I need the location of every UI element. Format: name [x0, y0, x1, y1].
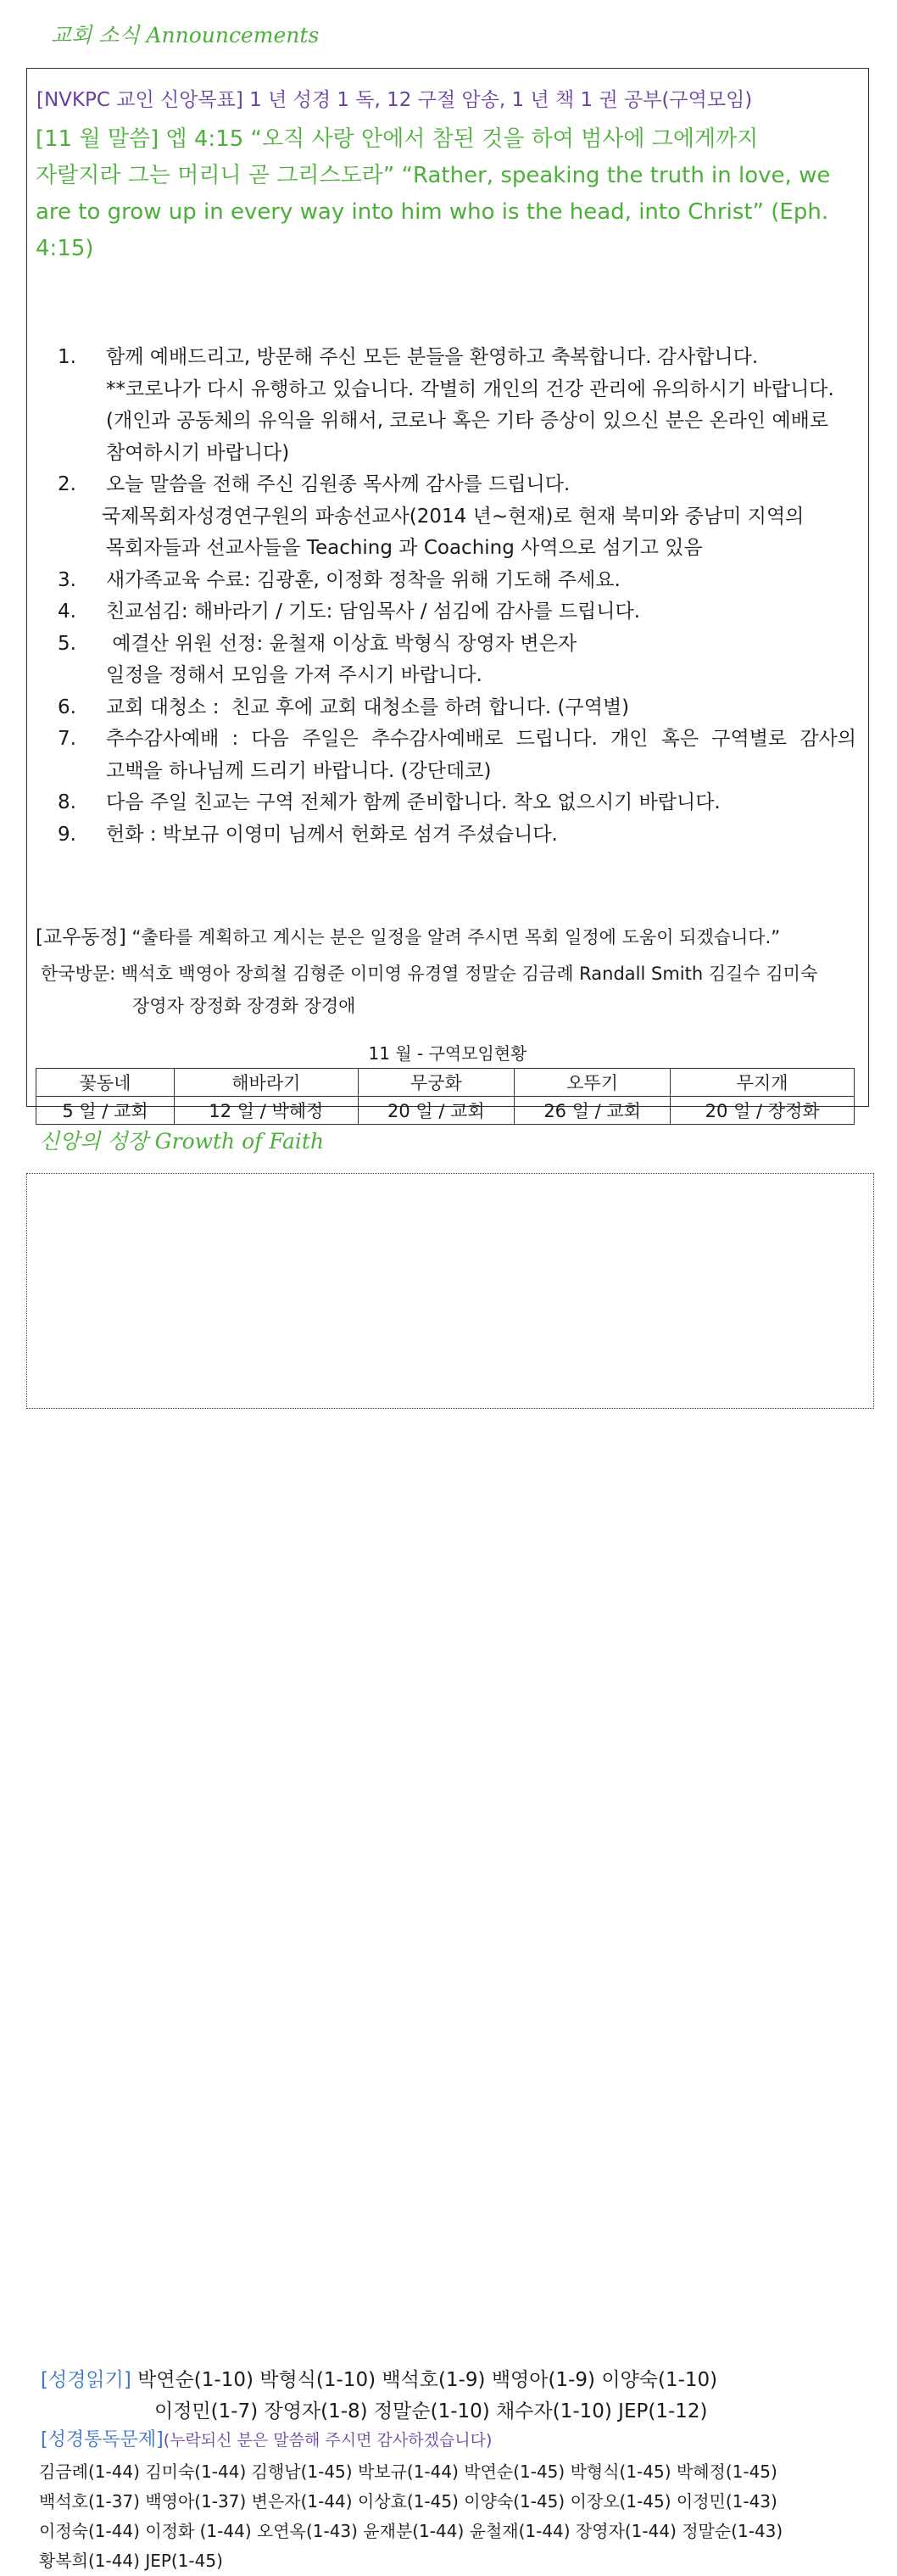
bible-reading-label: [성경읽기] — [41, 2369, 131, 2391]
member-news — [36, 921, 780, 949]
verse-line: [11 월 말씀] 엡 4:15 “오직 사랑 안에서 참된 것을 하여 범사에 그에게까지 — [36, 126, 759, 152]
group-name-cell: 해바라기 — [175, 1069, 359, 1097]
faith-goal-label: [NVKPC 교인 신앙목표] — [36, 89, 243, 111]
faith-goal — [36, 84, 752, 112]
item-line: 새가족교육 수료: 김광훈, 이정화 정착을 위해 기도해 주세요. — [106, 568, 621, 591]
group-name-cell: 오뚜기 — [515, 1069, 671, 1097]
item-line: (개인과 공동체의 유익을 위해서, 코로나 혹은 기타 증상이 있으신 분은 온라인 예배로 — [106, 410, 829, 432]
group-meeting-table — [36, 1068, 855, 1125]
announcement-item — [42, 629, 856, 692]
item-line: 헌화 : 박보규 이영미 님께서 헌화로 섬겨 주셨습니다. — [106, 823, 558, 846]
verse-line: 자랄지라 그는 머리니 곧 그리스도라” “Rather, speaking the truth in love, we — [36, 163, 831, 188]
group-schedule-cell: 20 일 / 교회 — [358, 1097, 514, 1125]
bible-quiz — [41, 2425, 492, 2451]
item-line: 목회자들과 선교사들을 Teaching 과 Coaching 사역으로 섬기고 있음 — [106, 537, 703, 559]
bible-quiz-note: (누락되신 분은 말씀해 주시면 감사하겠습니다) — [163, 2431, 493, 2450]
bible-reading-line: 박연순(1-10) 박형식(1-10) 백석호(1-9) 백영아(1-9) 이양숙(1-10) — [137, 2369, 718, 2391]
item-number: 1. — [58, 346, 76, 368]
bible-quiz-line: 김금례(1-44) 김미숙(1-44) 김행남(1-45) 박보규(1-44) 박연순(1-45) 박형식(1-45) 박혜정(1-45) — [39, 2461, 777, 2482]
item-line: 다음 주일 친교는 구역 전체가 함께 준비합니다. 착오 없으시기 바랍니다. — [106, 791, 721, 813]
group-schedule-cell: 12 일 / 박혜정 — [175, 1097, 359, 1125]
announcements-title: 교회 소식 Announcements — [51, 23, 320, 47]
group-schedule-cell: 26 일 / 교회 — [515, 1097, 671, 1125]
table-row — [36, 1069, 855, 1097]
announcements-box — [26, 68, 869, 1121]
group-name-cell: 무지개 — [671, 1069, 855, 1097]
growth-title: 신앙의 성장 Growth of Faith — [39, 1129, 325, 1154]
bible-quiz-line: 백석호(1-37) 백영아(1-37) 변은자(1-44) 이상효(1-45) 이양숙(1-45) 이장오(1-45) 이정민(1-43) — [39, 2491, 777, 2512]
item-line: 추수감사예배 : 다음 주일은 추수감사예배로 드립니다. 개인 혹은 구역별로 감사의 — [106, 728, 856, 750]
announcement-list — [42, 342, 856, 851]
item-line: 일정을 정해서 모임을 가져 주시기 바랍니다. — [106, 664, 482, 686]
item-line: 참여하시기 바랍니다) — [106, 441, 290, 464]
announcement-item — [42, 565, 856, 597]
announcement-item — [42, 787, 856, 819]
item-line: 예결산 위원 선정: 윤철재 이상효 박형식 장영자 변은자 — [106, 632, 577, 655]
bible-reading-line: 이정민(1-7) 장영자(1-8) 정말순(1-10) 채수자(1-10) JEP(1-12) — [154, 2400, 708, 2422]
announcement-item — [42, 819, 856, 852]
growth-box — [26, 1173, 874, 2571]
group-name-cell: 꽃동네 — [36, 1069, 175, 1097]
monthly-verse — [36, 121, 850, 267]
group-name-cell: 무궁화 — [358, 1069, 514, 1097]
announcement-item — [42, 692, 856, 724]
announcement-item — [42, 469, 856, 565]
verse-line: are to grow up in every way into him who is the head, into Christ” (Eph. — [36, 199, 829, 225]
korea-visit-line: 장영자 장정화 장경화 장경애 — [132, 996, 356, 1016]
item-line: 오늘 말씀을 전해 주신 김원종 목사께 감사를 드립니다. — [106, 473, 571, 495]
item-line: 함께 예배드리고, 방문해 주신 모든 분들을 환영하고 축복합니다. 감사합니다. — [106, 346, 759, 368]
item-number: 8. — [58, 791, 76, 813]
korea-visit-line: 한국방문: 백석호 백영아 장희철 김형준 이미영 유경열 정말순 김금례 Randall Smith 김길수 김미숙 — [41, 964, 818, 984]
bible-quiz-label: [성경통독문제] — [41, 2429, 164, 2450]
item-number: 9. — [58, 823, 76, 846]
bible-quiz-line: 이정숙(1-44) 이정화 (1-44) 오연옥(1-43) 윤재분(1-44) 윤철재(1-44) 장영자(1-44) 정말순(1-43) — [39, 2521, 783, 2541]
item-number: 4. — [58, 601, 76, 623]
item-number: 5. — [58, 632, 76, 655]
verse-line: 4:15) — [36, 236, 94, 261]
announcement-item — [42, 342, 856, 469]
announcement-item — [42, 724, 856, 787]
korea-visit — [41, 958, 817, 1022]
item-line: 교회 대청소 : 친교 후에 교회 대청소를 하려 합니다. (구역별) — [106, 696, 630, 718]
item-number: 3. — [58, 568, 76, 591]
table-row — [36, 1097, 855, 1125]
item-line: 친교섬김: 해바라기 / 기도: 담임목사 / 섬김에 감사를 드립니다. — [106, 601, 641, 623]
item-line: 고백을 하나님께 드리기 바랍니다. (강단데코) — [106, 759, 492, 782]
faith-goal-text: 1 년 성경 1 독, 12 구절 암송, 1 년 책 1 권 공부(구역모임) — [249, 89, 753, 111]
item-number: 7. — [58, 728, 76, 750]
item-number: 2. — [58, 473, 76, 495]
bible-quiz-list — [39, 2457, 783, 2576]
group-schedule-cell: 5 일 / 교회 — [36, 1097, 175, 1125]
group-table-caption: 11 월 - 구역모임현황 — [368, 1043, 527, 1064]
item-number: 6. — [58, 696, 76, 718]
item-line: 국제목회자성경연구원의 파송선교사(2014 년~현재)로 현재 북미와 중남미 지역의 — [102, 505, 805, 528]
bible-reading — [41, 2365, 717, 2428]
member-news-label: [교우동정] — [36, 926, 126, 948]
group-schedule-cell: 20 일 / 장정화 — [671, 1097, 855, 1125]
member-news-text: “출타를 계획하고 계시는 분은 일정을 알려 주시면 목회 일정에 도움이 되겠습니다.” — [131, 927, 781, 947]
item-line: **코로나가 다시 유행하고 있습니다. 각별히 개인의 건강 관리에 유의하시기 바랍니다. — [106, 377, 834, 400]
announcement-item — [42, 596, 856, 629]
bible-quiz-line: 황복희(1-44) JEP(1-45) — [39, 2551, 223, 2571]
